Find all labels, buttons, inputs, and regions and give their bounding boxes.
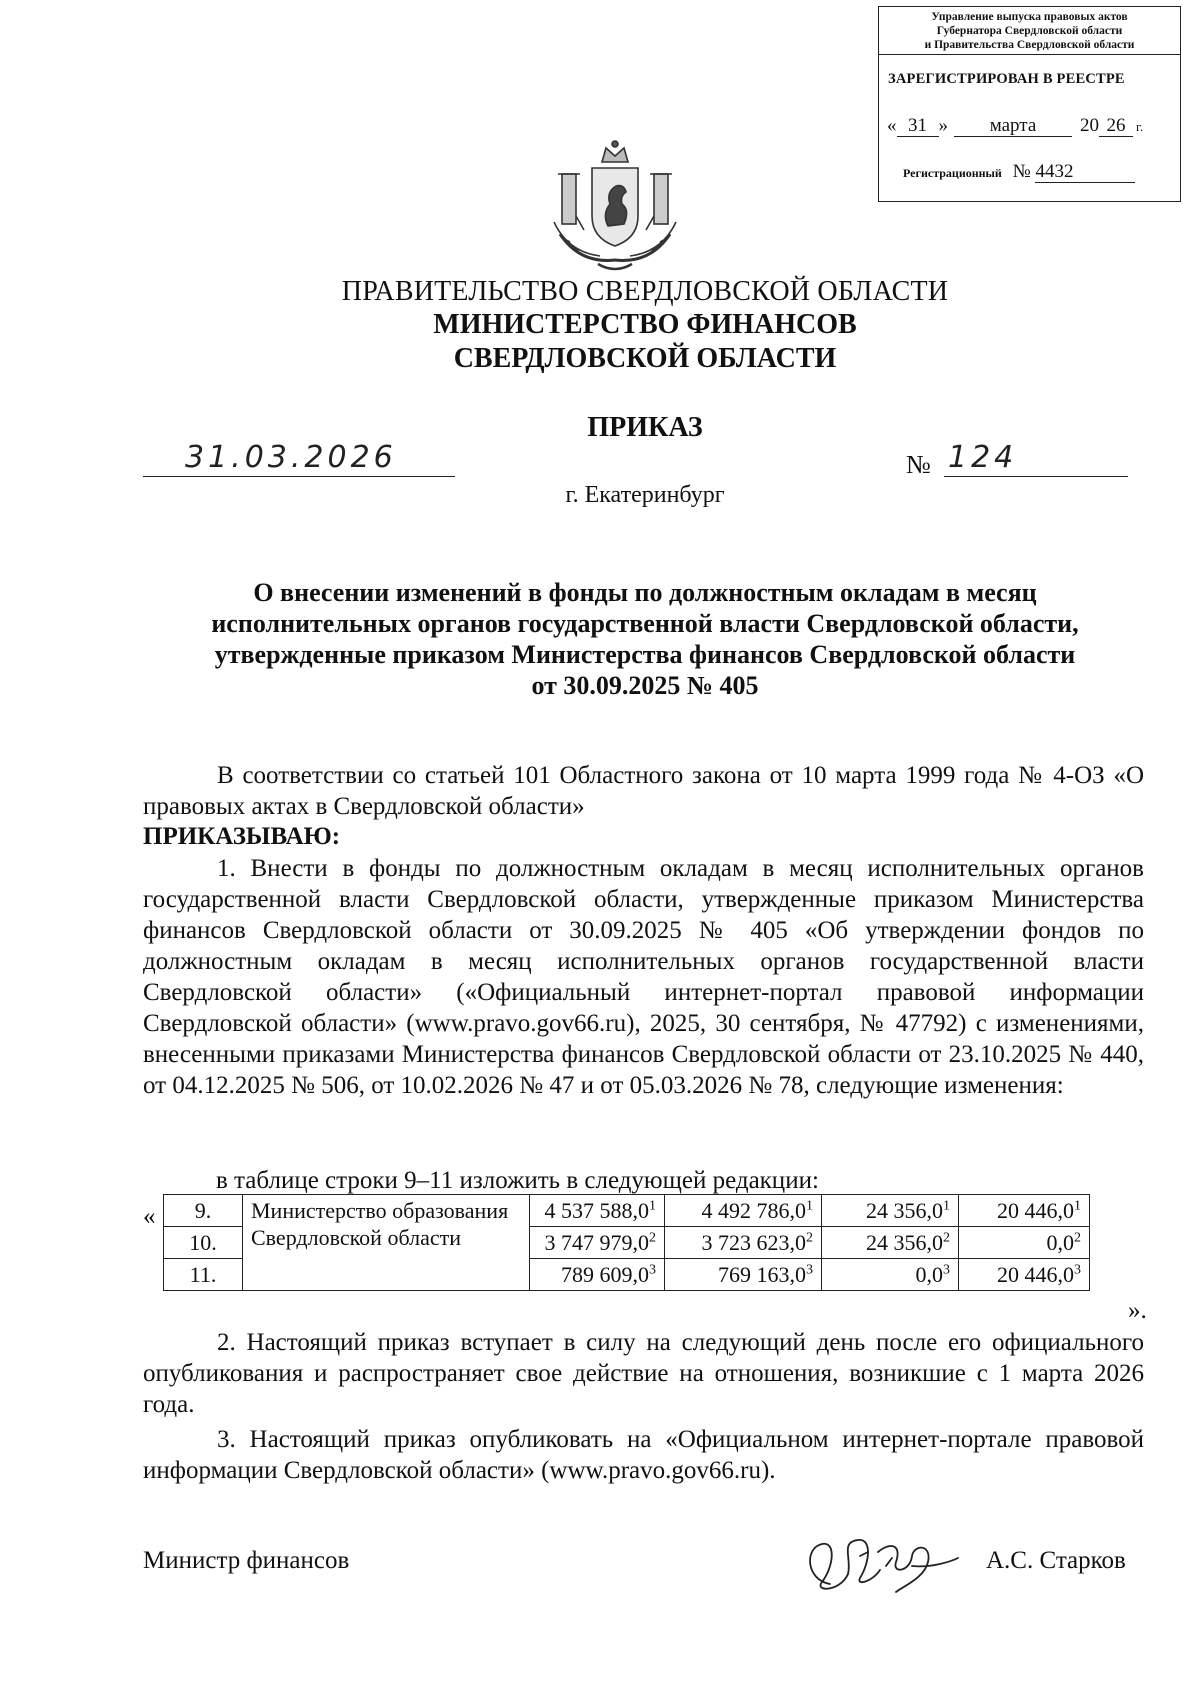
value-cell [530,1227,665,1259]
ministry-name-line1: МИНИСТЕРСТВО ФИНАНСОВ [433,309,857,340]
value: 24 356,0 [866,1230,943,1255]
row-number: 9. [164,1195,243,1227]
footnote-mark: 1 [1074,1198,1081,1214]
value: 0,0 [915,1262,943,1287]
preamble: В соответствии со статьей 101 Областного закона от 10 марта 1999 года № 4-ОЗ «О правовых актах в Свердловской области» [143,762,1144,820]
stamp-reg-number [903,161,1135,183]
stamp-year-abbr: г. [1136,119,1144,134]
org-name-line2: Свердловской области [251,1225,461,1250]
title-line: утвержденные приказом Министерства финансов Свердловской области [214,640,1076,669]
handwritten-signature [800,1522,970,1602]
item-2: 2. Настоящий приказ вступает в силу на следующий день после его официального опубликования и распространяет свое действие на отношения, возникшие с 1 марта 2026 года. [143,1329,1144,1418]
order-word: ПРИКАЗЫВАЮ: [143,823,341,850]
value: 3 723 623,0 [701,1230,806,1255]
signer-position: Министр финансов [143,1547,350,1574]
stamp-quote-open: « [887,115,897,136]
footnote-mark: 3 [649,1262,656,1278]
value: 789 609,0 [561,1262,649,1287]
order-no-sign: № [906,450,931,479]
order-date: 31.03.2026 [185,440,397,475]
value-cell [959,1195,1090,1227]
stamp-quote-close: » [938,115,948,136]
footnote-mark: 1 [943,1198,950,1214]
table-quote-close: ». [1128,1297,1147,1324]
value: 20 446,0 [997,1198,1074,1223]
government-name: ПРАВИТЕЛЬСТВО СВЕРДЛОВСКОЙ ОБЛАСТИ [341,276,949,307]
table-quote-open: « [143,1203,156,1230]
signer-name: А.С. Старков [986,1547,1126,1574]
stamp-reg-number-value: 4432 [1035,162,1135,183]
table-row [164,1195,1090,1227]
value-cell [959,1259,1090,1291]
value-cell [665,1195,822,1227]
number-underline [944,476,1128,477]
value: 24 356,0 [866,1198,943,1223]
value: 769 163,0 [718,1262,806,1287]
value-cell [530,1195,665,1227]
footnote-mark: 3 [1074,1262,1081,1278]
stamp-year-suffix: 26 [1099,116,1133,137]
item3-block [143,1424,1144,1486]
footnote-mark: 2 [649,1230,656,1246]
item2-block [143,1327,1144,1420]
stamp-registered-label: ЗАРЕГИСТРИРОВАН В РЕЕСТРЕ [888,71,1125,87]
amendment-table [163,1194,1090,1291]
footnote-mark: 1 [649,1198,656,1214]
coat-of-arms-icon [540,134,690,279]
ministry-name-line2: СВЕРДЛОВСКОЙ ОБЛАСТИ [453,343,837,374]
stamp-reg-label: Регистрационный [903,166,1002,180]
value: 20 446,0 [997,1262,1074,1287]
city: г. Екатеринбург [565,482,725,508]
footnote-mark: 1 [806,1198,813,1214]
item-1: 1. Внести в фонды по должностным окладам в месяц исполнительных органов государственной власти Свердловской области, утвержденные приказом Министерства финансов Свердловской области от 30.09.2025 № 405 «Об утверждении фондов по должностным окладам в месяц исполнительных органов государственной власти Свердловской области» («Официальный интернет-портал правовой информации Свердловской области» (www.pravo.gov66.ru), 2025, 30 сентября, № 47792) с изменениями, внесенными приказами Министерства финансов Свердловской области от 23.10.2025 № 440, от 04.12.2025 № 506, от 10.02.2026 № 47 и от 05.03.2026 № 78, следующие изменения: [143,855,1144,1099]
footnote-mark: 2 [943,1230,950,1246]
value: 3 747 979,0 [544,1230,649,1255]
stamp-day: 31 [897,116,939,137]
value: 4 492 786,0 [701,1198,806,1223]
org-name-cell [243,1195,530,1291]
stamp-month: марта [954,116,1072,137]
value: 4 537 588,0 [544,1198,649,1223]
row-number: 11. [164,1259,243,1291]
stamp-header [879,7,1180,55]
title-line: от 30.09.2025 № 405 [531,671,759,700]
table-intro: в таблице строки 9–11 изложить в следующей редакции: [216,1167,819,1194]
stamp-year-prefix: 20 [1080,115,1099,136]
value-cell [822,1195,959,1227]
row-number: 10. [164,1227,243,1259]
title-line: исполнительных органов государственной власти Свердловской области, [211,609,1079,638]
stamp-header-line: и Правительства Свердловской области [924,39,1135,51]
stamp-date [887,115,1177,137]
item1-block [143,853,1144,1101]
footnote-mark: 2 [1074,1230,1081,1246]
footnote-mark: 3 [806,1262,813,1278]
value-cell [530,1259,665,1291]
document-title [140,577,1150,701]
stamp-header-line: Управление выпуска правовых актов [931,11,1128,23]
title-line: О внесении изменений в фонды по должностным окладам в месяц [253,578,1037,607]
value-cell [959,1227,1090,1259]
registration-stamp [878,6,1181,202]
footnote-mark: 2 [806,1230,813,1246]
item-3: 3. Настоящий приказ опубликовать на «Официальном интернет-портале правовой информации Свердловской области» (www.pravo.gov66.ru). [143,1426,1144,1484]
date-underline [143,476,455,477]
org-name-line1: Министерство образования [251,1198,509,1223]
value-cell [822,1227,959,1259]
document-type: ПРИКАЗ [587,412,703,443]
value-cell [665,1259,822,1291]
value-cell [822,1259,959,1291]
footnote-mark: 3 [943,1262,950,1278]
order-number: 124 [948,440,1018,475]
stamp-no-sign: № [1012,161,1031,182]
value: 0,0 [1046,1230,1074,1255]
stamp-header-line: Губернатора Свердловской области [936,25,1123,37]
preamble-block [143,760,1144,822]
value-cell [665,1227,822,1259]
